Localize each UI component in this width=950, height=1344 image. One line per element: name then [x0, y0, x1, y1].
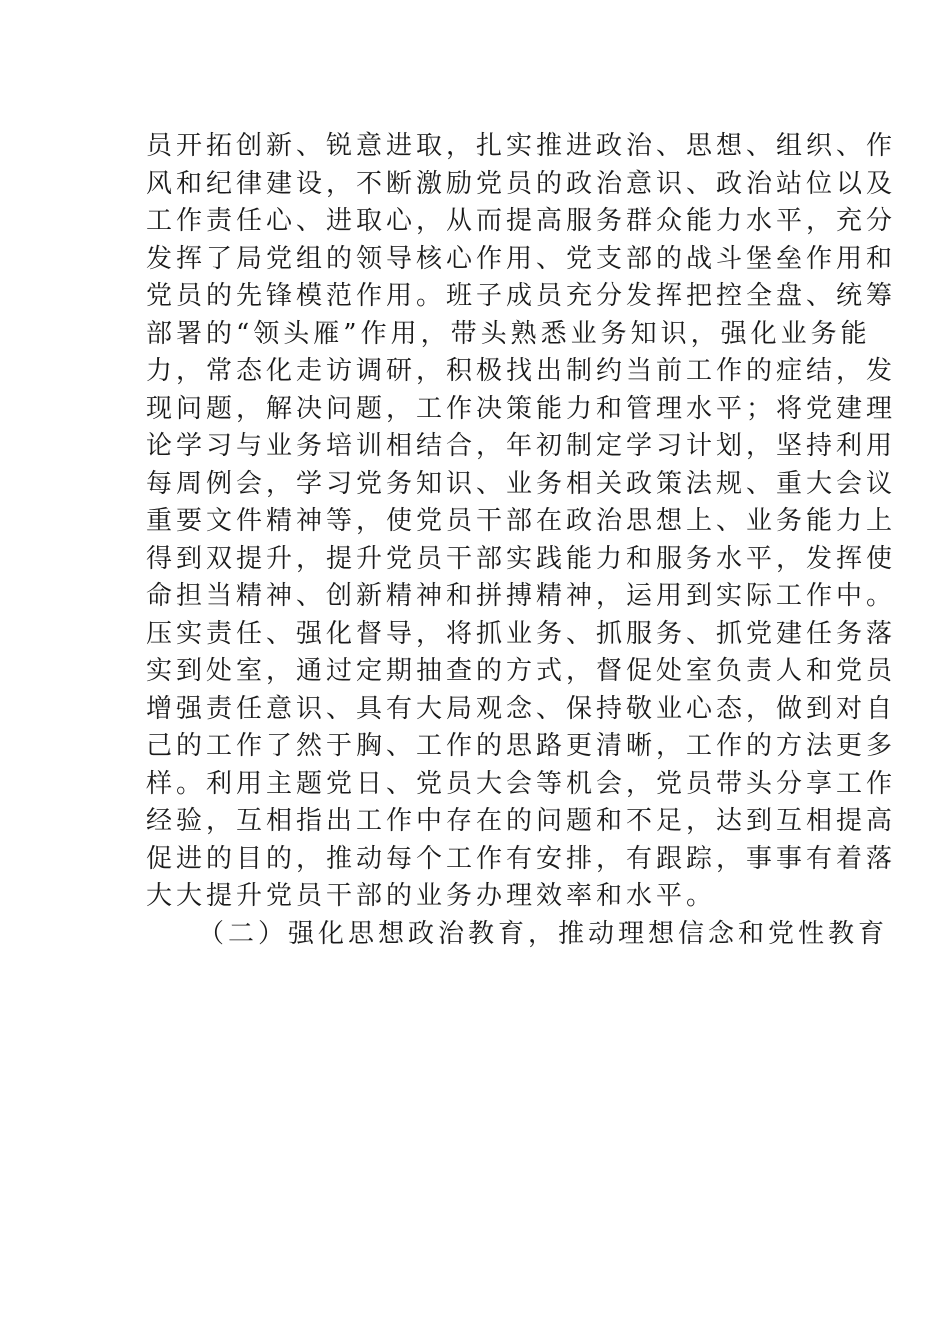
text-line: 增强责任意识、具有大局观念、保持敬业心态，做到对自	[146, 693, 897, 724]
text-line: 重要文件精神等，使党员干部在政治思想上、业务能力上	[146, 506, 897, 536]
text-line: 论学习与业务培训相结合，年初制定学习计划，坚持利用	[146, 431, 897, 461]
text-line: 大大提升党员干部的业务办理效率和水平。	[146, 881, 717, 911]
text-line: 样。利用主题党日、党员大会等机会，党员带头分享工作	[146, 768, 897, 799]
text-line: 党员的先锋模范作用。班子成员充分发挥把控全盘、统筹	[146, 281, 897, 311]
text-line: 部署的“领头雁”作用，带头熟悉业务知识，强化业务能	[146, 318, 871, 349]
text-line: 经验，互相指出工作中存在的问题和不足，达到互相提高	[146, 806, 897, 836]
text-line: 压实责任、强化督导，将抓业务、抓服务、抓党建任务落	[146, 618, 897, 649]
text-line: 得到双提升，提升党员干部实践能力和服务水平，发挥使	[146, 543, 897, 574]
body-text	[146, 128, 897, 953]
text-line: 员开拓创新、锐意进取，扎实推进政治、思想、组织、作	[146, 131, 897, 161]
section-heading: （二）强化思想政治教育，推动理想信念和党性教育	[198, 918, 889, 949]
text-line: 命担当精神、创新精神和拼搏精神，运用到实际工作中。	[146, 581, 897, 611]
text-line: 风和纪律建设，不断激励党员的政治意识、政治站位以及	[146, 168, 897, 199]
text-line: 工作责任心、进取心，从而提高服务群众能力水平，充分	[146, 206, 897, 236]
text-line: 发挥了局党组的领导核心作用、党支部的战斗堡垒作用和	[146, 243, 897, 274]
text-line: 现问题，解决问题，工作决策能力和管理水平；将党建理	[146, 393, 897, 424]
text-line: 促进的目的，推动每个工作有安排，有跟踪，事事有着落	[146, 843, 897, 874]
text-line: 己的工作了然于胸、工作的思路更清晰，工作的方法更多	[146, 731, 897, 761]
text-line: 实到处室，通过定期抽查的方式，督促处室负责人和党员	[146, 656, 897, 686]
text-line: 力，常态化走访调研，积极找出制约当前工作的症结，发	[146, 356, 897, 386]
text-line: 每周例会，学习党务知识、业务相关政策法规、重大会议	[146, 468, 897, 499]
